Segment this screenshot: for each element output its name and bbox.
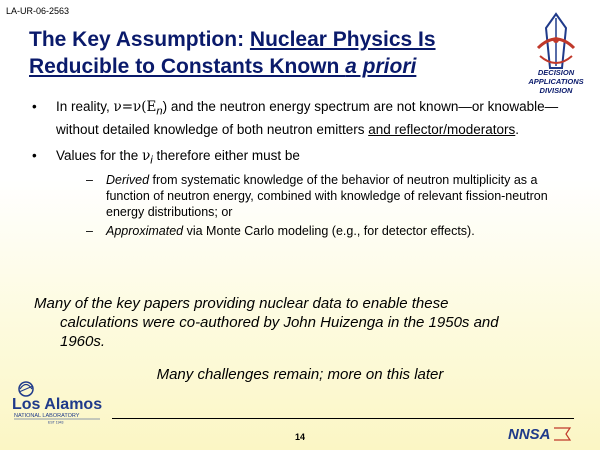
closing-line-1: Many of the key papers providing nuclear data to enable these [34, 295, 449, 312]
closing-line-2: calculations were co-authored by John Huizenga in the 1950s and [60, 314, 499, 331]
los-alamos-emblem-icon [19, 382, 33, 396]
sub-bullet-1-text: from systematic knowledge of the behavior of neutron multiplicity as a function of neutron energy, combined with knowledge of relevant fission-neutron energy distributions; or [106, 173, 548, 220]
sub-bullet-marker: – [86, 224, 93, 239]
division-logo-text [516, 68, 596, 95]
sub-bullet-2-text: via Monte Carlo modeling (e.g., for detector effects). [183, 224, 475, 239]
title-plain: The Key Assumption: [29, 28, 250, 51]
bullet-1-post: ) and the neutron energy spectrum are not known—or knowable—without detailed knowledge of both neutron emitters [56, 99, 559, 137]
division-line-3: DIVISION [539, 86, 573, 95]
bullet-1-subscript: n [156, 105, 163, 118]
bullet-1-underlined: and reflector/moderators [368, 121, 516, 137]
page-number: 14 [294, 432, 305, 442]
closing-remark: Many challenges remain; more on this later [156, 366, 444, 383]
slide-title [29, 26, 509, 80]
bullet-item [30, 98, 570, 138]
lanl-sub: NATIONAL LABORATORY [14, 413, 80, 419]
sub-bullet-1-lead: Derived [106, 173, 150, 188]
lanl-name: Los Alamos [12, 396, 103, 413]
sub-bullet-2-lead: Approximated [106, 224, 184, 239]
bullet-marker: • [32, 99, 37, 114]
division-line-2: APPLICATIONS [528, 77, 584, 86]
bullet-2-subscript: i [150, 154, 153, 167]
footer-rule [112, 418, 574, 419]
bullet-list [30, 98, 570, 248]
title-italic: a priori [345, 55, 417, 78]
report-id: LA-UR-06-2563 [6, 6, 70, 16]
nnsa-text: NNSA [508, 426, 551, 442]
lanl-est: EST 1943 [48, 420, 64, 424]
closing-line-3: 1960s. [60, 333, 106, 350]
bullet-2-post: therefore either must be [152, 147, 300, 163]
closing-paragraph [34, 294, 554, 351]
sub-bullet-item [56, 172, 570, 220]
los-alamos-logo [10, 378, 110, 424]
bullet-item [30, 147, 570, 240]
title-underlined-1: Nuclear Physics Is [249, 28, 436, 51]
sub-bullet-marker: – [86, 173, 93, 188]
bullet-2-pre: Values for the [56, 147, 143, 163]
title-underlined-2: Reducible to Constants Known [29, 55, 346, 78]
nnsa-flag-icon [554, 428, 570, 440]
nnsa-logo [506, 424, 572, 442]
bullet-1-end: . [515, 121, 520, 137]
title-underlined-2-wrap [29, 55, 416, 78]
bullet-2-nu: ν [142, 147, 151, 164]
sub-bullet-item [56, 223, 570, 239]
bullet-1-pre: In reality, [56, 99, 114, 114]
division-line-1: DECISION [537, 68, 575, 77]
bullet-1-nu-expr: ν=ν(E [113, 99, 157, 115]
bullet-marker: • [32, 147, 37, 163]
